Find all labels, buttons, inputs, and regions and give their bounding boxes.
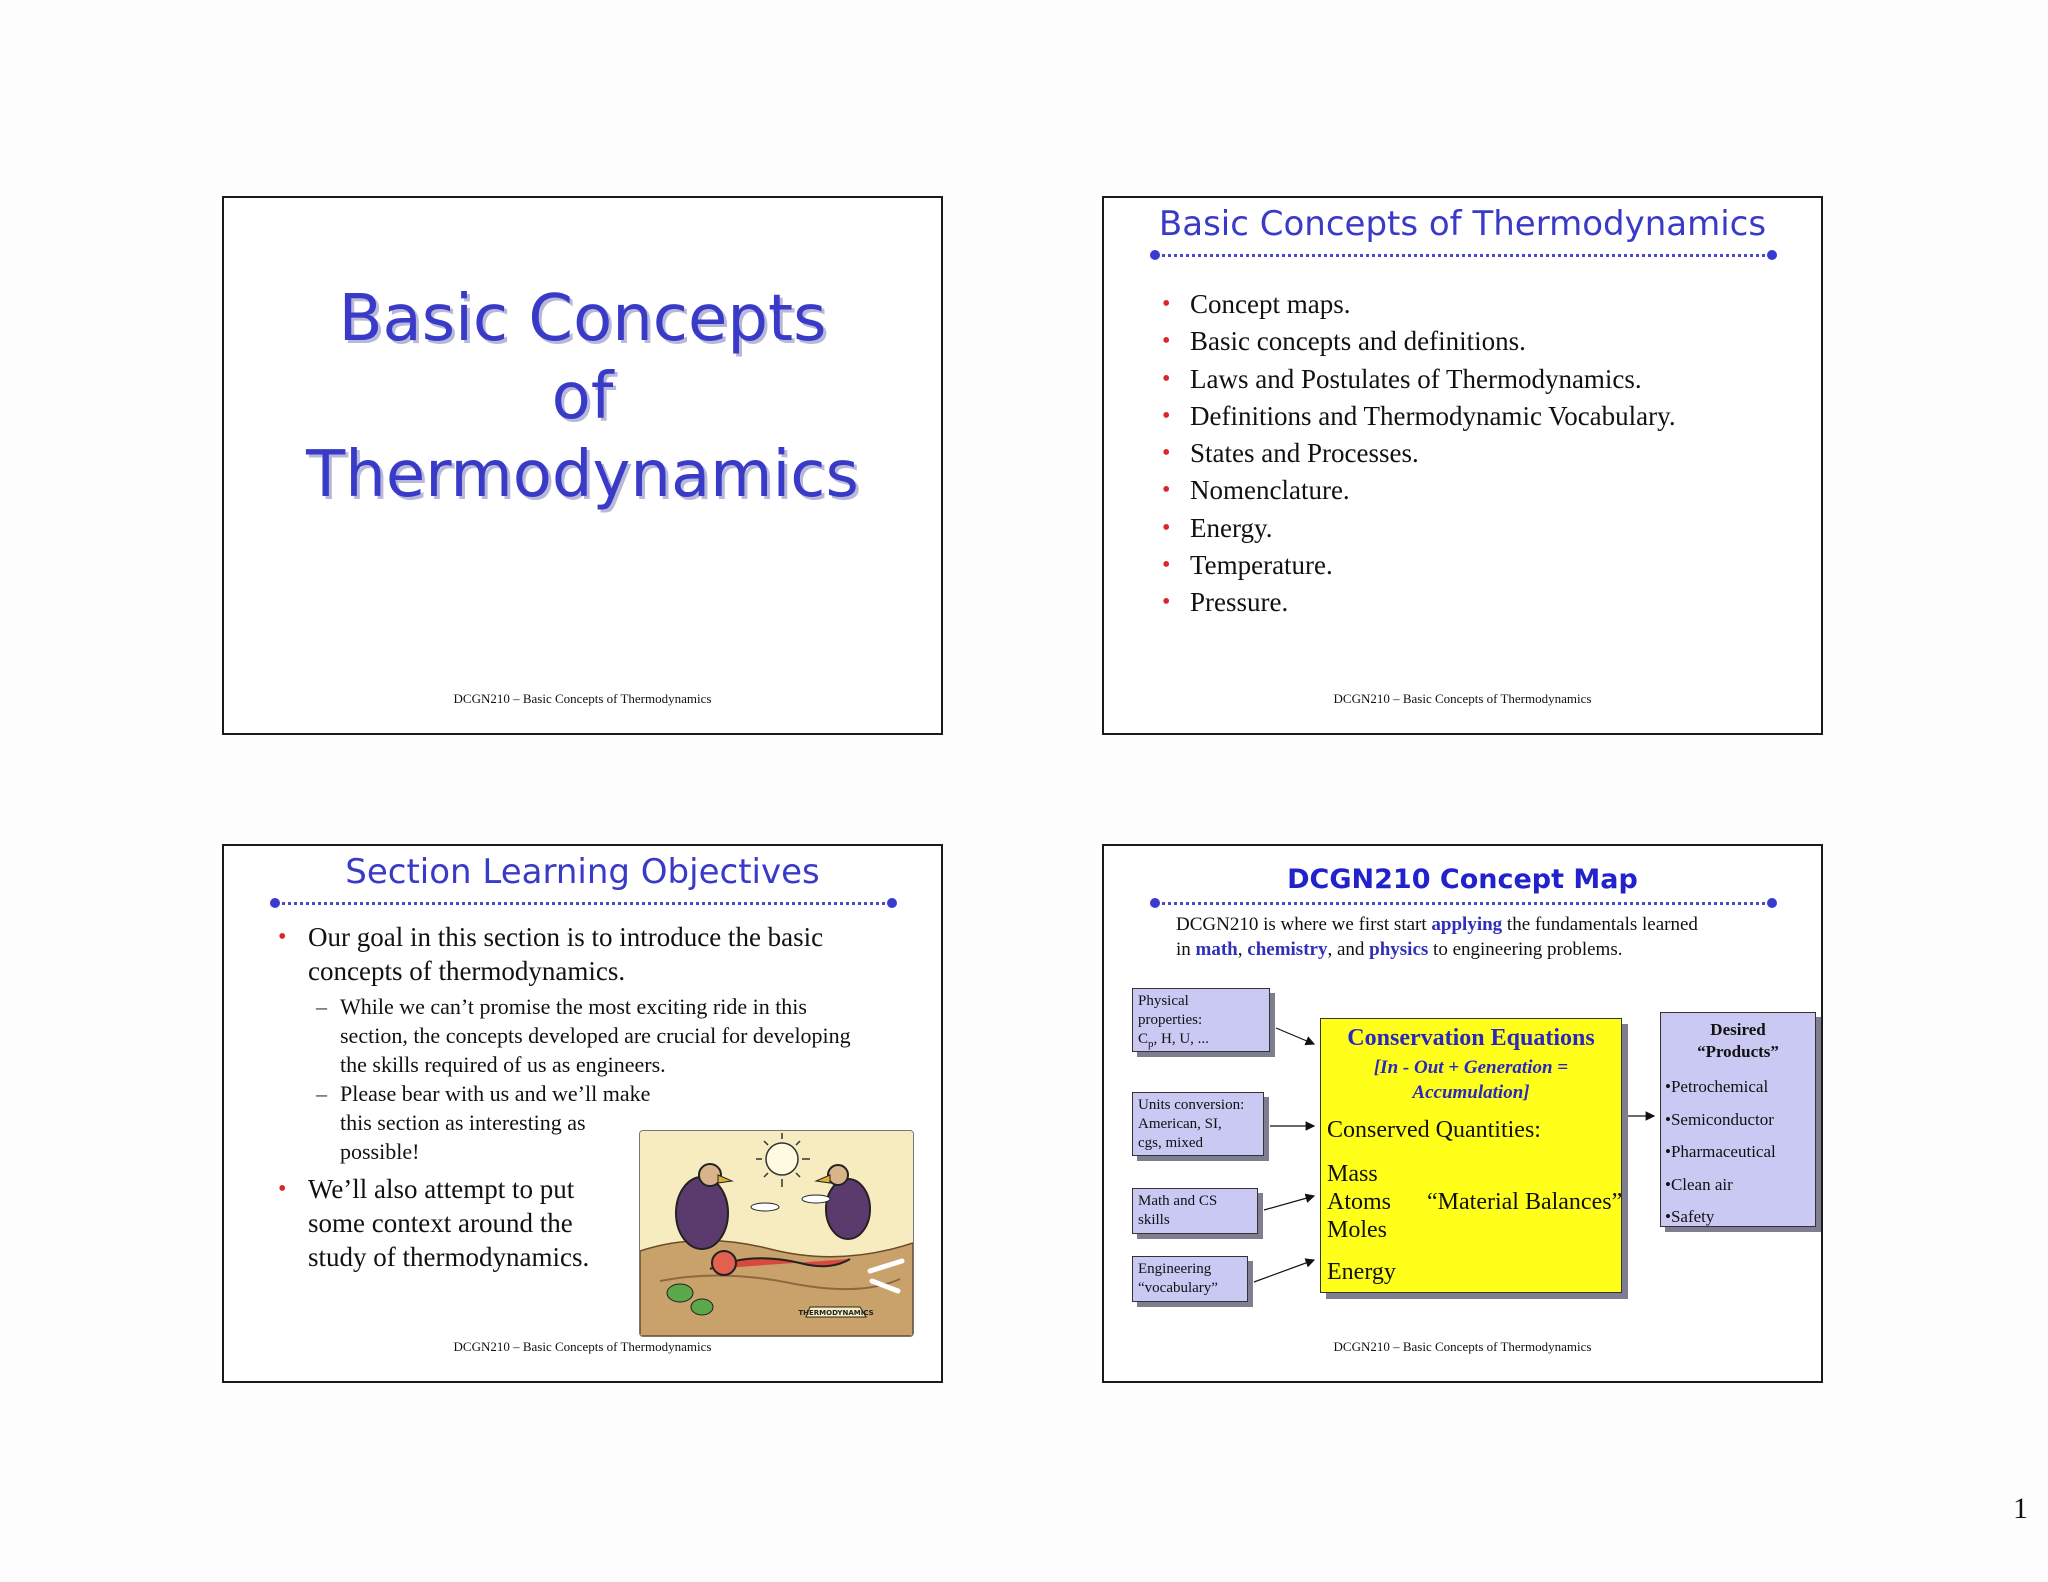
heading-line: “Products” — [1697, 1042, 1779, 1061]
quantity-atoms: Atoms — [1327, 1189, 1392, 1215]
intro-text: to engineering problems. — [1428, 939, 1623, 960]
title-rule — [276, 902, 891, 905]
box-subscript: p — [1148, 1038, 1154, 1050]
list-item: • Nomenclature. — [1160, 472, 1676, 509]
slide-title-page — [222, 196, 943, 735]
thermodynamics-cartoon-image — [639, 1130, 914, 1337]
list-item: • Basic concepts and definitions. — [1160, 323, 1676, 360]
box-line: Units conversion: — [1138, 1097, 1245, 1113]
objective-text: Our goal in this section is to introduce the basic concepts of thermodynamics. — [308, 922, 824, 986]
cartoon-caption: THERMODYNAMICS — [798, 1309, 874, 1317]
heading-line: Desired — [1710, 1020, 1766, 1039]
energy-label: Energy — [1327, 1259, 1396, 1285]
intro-text: DCGN210 is where we first start — [1176, 914, 1432, 935]
quantity-moles: Moles — [1327, 1217, 1387, 1243]
intro-text: the fundamentals learned — [1502, 914, 1698, 935]
title-rule — [1156, 254, 1771, 257]
list-item: • States and Processes. — [1160, 435, 1676, 472]
equation-line: Accumulation] — [1412, 1082, 1530, 1103]
intro-text: , and — [1327, 939, 1370, 960]
intro-text: in — [1176, 939, 1196, 960]
slide-objectives — [222, 844, 943, 1383]
slide1-title-line: Basic Concepts — [338, 282, 827, 356]
intro-text: , — [1237, 939, 1248, 960]
slide-footer: DCGN210 – Basic Concepts of Thermodynamics — [1333, 1339, 1592, 1354]
intro-highlight: math — [1195, 939, 1238, 960]
slide1-title-line: of — [551, 360, 614, 434]
arrow — [1254, 1260, 1314, 1282]
box-line: Math and CS — [1138, 1193, 1218, 1209]
box-line: Physical — [1138, 993, 1189, 1009]
equation-line: [In - Out + Generation = — [1373, 1057, 1569, 1078]
list-item: • Laws and Postulates of Thermodynamics. — [1160, 361, 1676, 398]
intro-highlight: chemistry — [1247, 939, 1328, 960]
list-item: •Semiconductor — [1665, 1109, 1774, 1129]
products-list — [1665, 1071, 1815, 1234]
slide4-title: DCGN210 Concept Map — [1287, 864, 1638, 895]
conservation-equations-box — [1320, 1018, 1622, 1293]
list-item: • Definitions and Thermodynamic Vocabulary. — [1160, 398, 1676, 435]
sub-item: – While we can’t promise the most exciting ride in this section, the concepts developed are crucial for developing the skills required of us as engineers. — [308, 992, 880, 1079]
list-item: •Petrochemical — [1665, 1077, 1769, 1096]
cartoon-illustration — [640, 1131, 913, 1336]
box-line: Engineering — [1138, 1261, 1212, 1277]
list-item: • Temperature. — [1160, 547, 1676, 584]
list-item: • Energy. — [1160, 510, 1676, 547]
list-item: • We’ll also attempt to put some context around the study of thermodynamics. — [274, 1172, 608, 1274]
outline-list — [1160, 286, 1676, 622]
slide-outline — [1102, 196, 1823, 735]
arrow — [1276, 1028, 1314, 1044]
desired-products-box — [1660, 1012, 1816, 1227]
conservation-equation — [1321, 1055, 1621, 1105]
products-heading — [1661, 1019, 1815, 1063]
page-number: 1 — [2013, 1492, 2028, 1525]
sub-item: – Please bear with us and we’ll make this section as interesting as possible! — [308, 1079, 670, 1166]
slide3-title: Section Learning Objectives — [345, 852, 820, 892]
list-item: • Pressure. — [1160, 584, 1676, 621]
box-line: skills — [1138, 1212, 1170, 1228]
material-balances-label: “Material Balances” — [1427, 1189, 1623, 1215]
box-line: properties: — [1138, 1012, 1203, 1028]
list-item: • Concept maps. — [1160, 286, 1676, 323]
box-line: “vocabulary” — [1138, 1280, 1218, 1296]
box-text: , H, U, ... — [1153, 1031, 1209, 1047]
slide-concept-map — [1102, 844, 1823, 1383]
slide-footer: DCGN210 – Basic Concepts of Thermodynamics — [453, 1339, 712, 1354]
intro-highlight: physics — [1369, 939, 1429, 960]
slide-footer: DCGN210 – Basic Concepts of Thermodynamics — [1333, 691, 1592, 706]
box-text: C — [1138, 1031, 1149, 1047]
slide-footer: DCGN210 – Basic Concepts of Thermodynamics — [453, 691, 712, 706]
list-item: •Pharmaceutical — [1665, 1142, 1776, 1161]
slide1-title-line: Thermodynamics — [306, 438, 859, 512]
conserved-quantities-label: Conserved Quantities: — [1327, 1117, 1541, 1143]
conservation-title: Conservation Equations — [1347, 1025, 1595, 1051]
list-item: •Safety — [1665, 1207, 1715, 1226]
list-item: •Clean air — [1665, 1174, 1733, 1194]
arrow — [1264, 1196, 1314, 1210]
slide2-title: Basic Concepts of Thermodynamics — [1158, 204, 1767, 244]
slide1-title — [224, 280, 941, 514]
box-line: cgs, mixed — [1138, 1135, 1203, 1151]
intro-highlight: applying — [1431, 914, 1503, 935]
quantity-mass: Mass — [1327, 1161, 1378, 1187]
box-line: American, SI, — [1138, 1116, 1222, 1132]
